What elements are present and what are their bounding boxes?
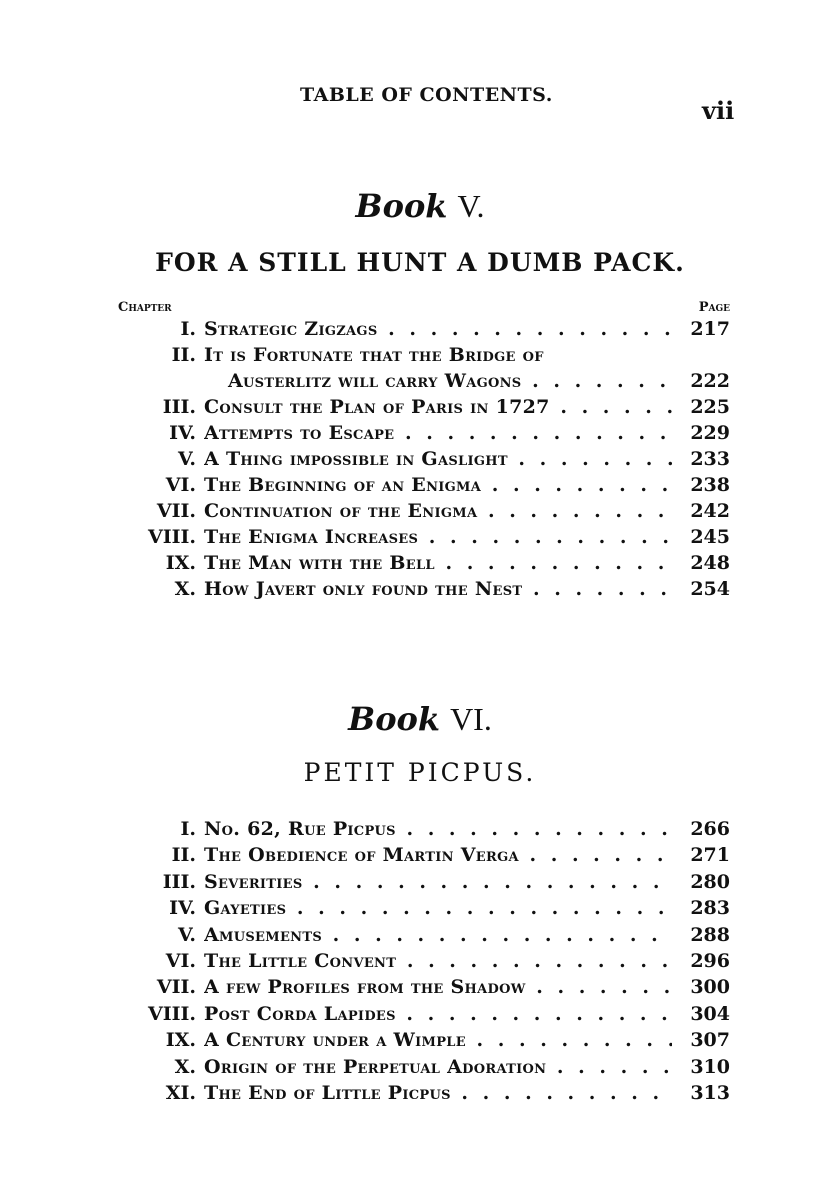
chapter-page: 304	[682, 1003, 730, 1025]
chapter-title: Origin of the Perpetual Adoration . . .	[204, 1056, 682, 1078]
book-vi-heading-number: VI.	[450, 701, 492, 737]
toc-entry	[118, 1056, 730, 1082]
book-v-heading-number: V.	[457, 188, 485, 224]
chapter-title: Post Corda Lapides . . .	[204, 1003, 682, 1025]
chapter-page: 266	[682, 818, 730, 840]
chapter-title: Austerlitz will carry Wagons . . .	[204, 370, 682, 392]
chapter-page: 233	[682, 448, 730, 470]
toc-entry	[118, 924, 730, 950]
toc-entry	[118, 976, 730, 1002]
toc-entry	[118, 526, 730, 552]
book-v-heading-word: Book	[355, 187, 448, 225]
chapter-page: 242	[682, 500, 730, 522]
chapter-page: 313	[682, 1082, 730, 1104]
toc-entry	[118, 578, 730, 604]
chapter-page: 280	[682, 871, 730, 893]
chapter-number: IX.	[165, 552, 196, 574]
toc-entry	[118, 1029, 730, 1055]
chapter-title: A Century under a Wimple . . .	[204, 1029, 682, 1051]
chapter-number: V.	[177, 448, 196, 470]
chapter-title: No. 62, Rue Picpus . . .	[204, 818, 682, 840]
chapter-page: 229	[682, 422, 730, 444]
book-v-subtitle: FOR A STILL HUNT A DUMB PACK.	[155, 248, 685, 277]
chapter-number: X.	[174, 578, 196, 600]
chapter-title: The Beginning of an Enigma . . .	[204, 474, 682, 496]
toc-entry	[118, 370, 730, 396]
toc-entry	[118, 1082, 730, 1108]
chapter-title: Gayeties . . .	[204, 897, 682, 919]
toc-entry	[118, 396, 730, 422]
toc-entry	[118, 500, 730, 526]
chapter-number: VIII.	[147, 1002, 196, 1025]
chapter-title: The Little Convent . . .	[204, 950, 682, 972]
chapter-title: The End of Little Picpus . . .	[204, 1082, 682, 1104]
chapter-title: The Obedience of Martin Verga . . .	[204, 844, 682, 866]
chapter-number: VIII.	[147, 526, 196, 548]
chapter-number: II.	[171, 344, 196, 366]
chapter-page: 217	[682, 318, 730, 340]
chapter-number: III.	[162, 870, 196, 893]
chapter-number: X.	[174, 1055, 196, 1078]
chapter-title: It is Fortunate that the Bridge of	[204, 344, 544, 366]
chapter-page: 307	[682, 1029, 730, 1051]
chapter-page: 254	[682, 578, 730, 600]
chapter-title: How Javert only found the Nest . . .	[204, 578, 682, 600]
chapter-title: The Enigma Increases . . .	[204, 526, 682, 548]
chapter-title: Attempts to Escape . . .	[204, 422, 682, 444]
column-labels	[118, 300, 730, 315]
toc-entry	[118, 552, 730, 578]
chapter-number: IV.	[169, 897, 196, 920]
toc-entry	[118, 818, 730, 844]
book-v-chapter-list	[118, 318, 730, 604]
book-v-heading	[0, 187, 840, 225]
chapter-number: VII.	[156, 500, 196, 522]
chapter-title: Strategic Zigzags . . .	[204, 318, 682, 340]
toc-entry	[118, 344, 730, 370]
chapter-page: 296	[682, 950, 730, 972]
toc-entry	[118, 422, 730, 448]
chapter-page: 222	[682, 370, 730, 392]
chapter-number: I.	[180, 318, 196, 340]
chapter-title: Amusements . . .	[204, 924, 682, 946]
book-vi-heading-word: Book	[348, 700, 441, 738]
chapter-page: 271	[682, 844, 730, 866]
running-title: TABLE OF CONTENTS.	[300, 84, 553, 106]
chapter-page: 288	[682, 924, 730, 946]
chapter-page: 310	[682, 1056, 730, 1078]
book-vi-chapter-list	[118, 818, 730, 1108]
toc-entry	[118, 844, 730, 870]
toc-entry	[118, 897, 730, 923]
toc-entry	[118, 474, 730, 500]
toc-entry	[118, 1003, 730, 1029]
chapter-number: IV.	[169, 422, 196, 444]
chapter-page: 283	[682, 897, 730, 919]
toc-entry	[118, 950, 730, 976]
chapter-page: 245	[682, 526, 730, 548]
book-vi-subtitle: PETIT PICPUS.	[303, 758, 537, 787]
chapter-title: Consult the Plan of Paris in 1727 . . .	[204, 396, 682, 418]
book-vi-heading	[0, 700, 840, 738]
chapter-title: Continuation of the Enigma . . .	[204, 500, 682, 522]
toc-entry	[118, 318, 730, 344]
chapter-column-label: Chapter	[118, 300, 172, 315]
chapter-number: IX.	[165, 1029, 196, 1052]
chapter-number: V.	[177, 923, 196, 946]
chapter-number: II.	[171, 844, 196, 867]
chapter-number: III.	[162, 396, 196, 418]
chapter-title: A Thing impossible in Gaslight . . .	[204, 448, 682, 470]
toc-entry	[118, 448, 730, 474]
chapter-page: 238	[682, 474, 730, 496]
chapter-page: 225	[682, 396, 730, 418]
chapter-page: 248	[682, 552, 730, 574]
chapter-page: 300	[682, 976, 730, 998]
chapter-title: A few Profiles from the Shadow . . .	[204, 976, 682, 998]
chapter-number: VI.	[165, 949, 196, 972]
chapter-title: Severities . . .	[204, 871, 682, 893]
chapter-number: I.	[180, 818, 196, 840]
toc-entry	[118, 871, 730, 897]
chapter-title: The Man with the Bell . . .	[204, 552, 682, 574]
chapter-number: XI.	[165, 1081, 196, 1104]
page-number: vii	[702, 96, 735, 125]
page-column-label: Page	[698, 300, 730, 315]
chapter-number: VII.	[156, 976, 196, 999]
chapter-number: VI.	[165, 474, 196, 496]
